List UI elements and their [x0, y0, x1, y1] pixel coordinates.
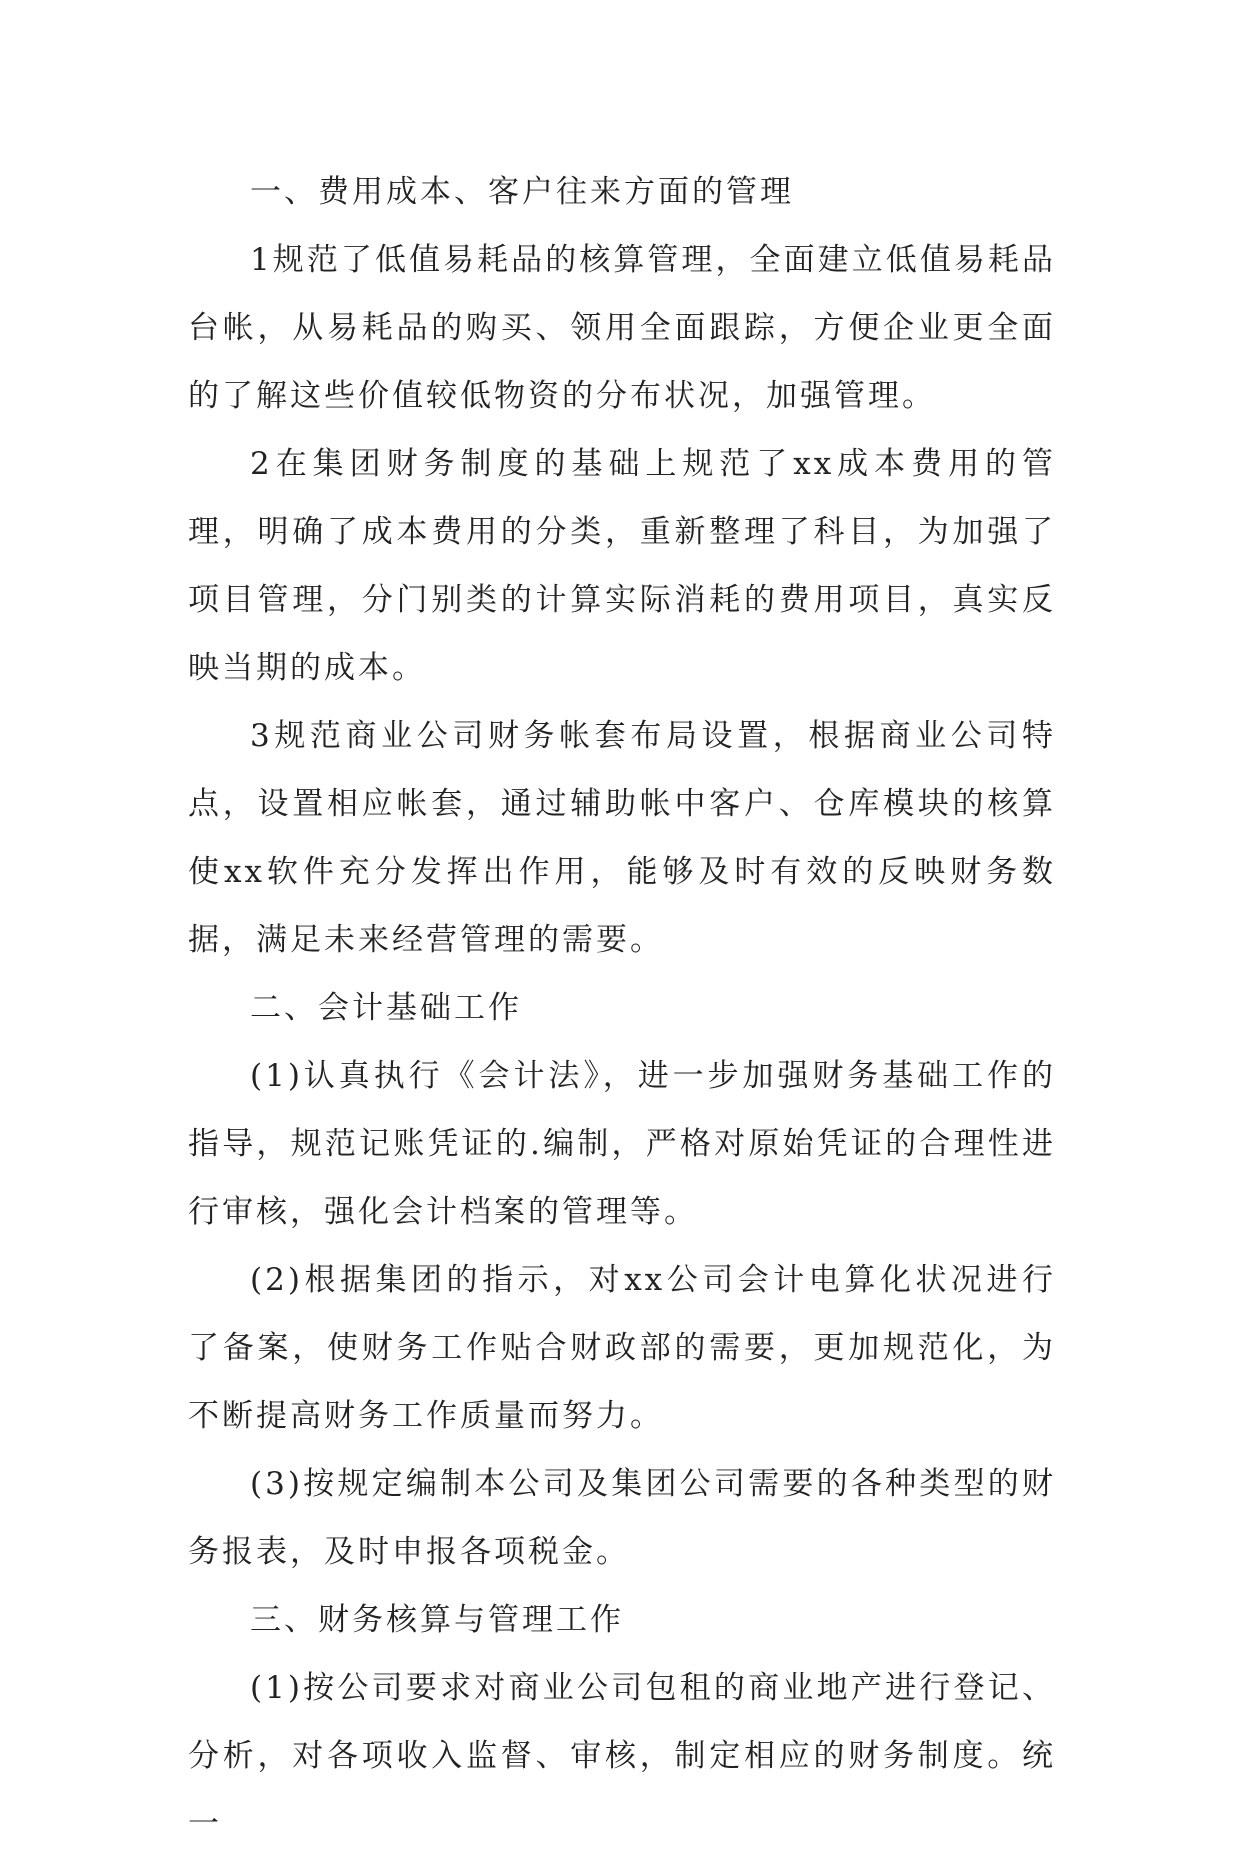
section-heading-accounting-basics: 二、会计基础工作 — [250, 990, 522, 1026]
paragraph-item-1: 1规范了低值易耗品的核算管理，全面建立低值易耗品台帐，从易耗品的购买、领用全面跟踪，方便企业更全面的了解这些价值较低物资的分布状况，加强管理。 — [188, 242, 1056, 414]
section-heading-expense-management: 一、费用成本、客户往来方面的管理 — [250, 174, 794, 210]
paragraph-basics-3: (3)按规定编制本公司及集团公司需要的各种类型的财务报表，及时申报各项税金。 — [188, 1466, 1056, 1570]
paragraph-accounting-1: (1)按公司要求对商业公司包租的商业地产进行登记、分析，对各项收入监督、审核，制定相应的财务制度。统一 — [188, 1670, 1056, 1842]
paragraph-basics-2: (2)根据集团的指示，对xx公司会计电算化状况进行了备案，使财务工作贴合财政部的需要，更加规范化，为不断提高财务工作质量而努力。 — [188, 1262, 1056, 1434]
section-heading-financial-accounting: 三、财务核算与管理工作 — [250, 1602, 624, 1638]
document-body — [188, 158, 1056, 1858]
paragraph-item-3: 3规范商业公司财务帐套布局设置，根据商业公司特点，设置相应帐套，通过辅助帐中客户、仓库模块的核算使xx软件充分发挥出作用，能够及时有效的反映财务数据，满足未来经营管理的需要。 — [188, 718, 1056, 958]
paragraph-basics-1: (1)认真执行《会计法》，进一步加强财务基础工作的指导，规范记账凭证的.编制，严格对原始凭证的合理性进行审核，强化会计档案的管理等。 — [188, 1058, 1056, 1230]
paragraph-item-2: 2在集团财务制度的基础上规范了xx成本费用的管理，明确了成本费用的分类，重新整理了科目，为加强了项目管理，分门别类的计算实际消耗的费用项目，真实反映当期的成本。 — [188, 446, 1056, 686]
